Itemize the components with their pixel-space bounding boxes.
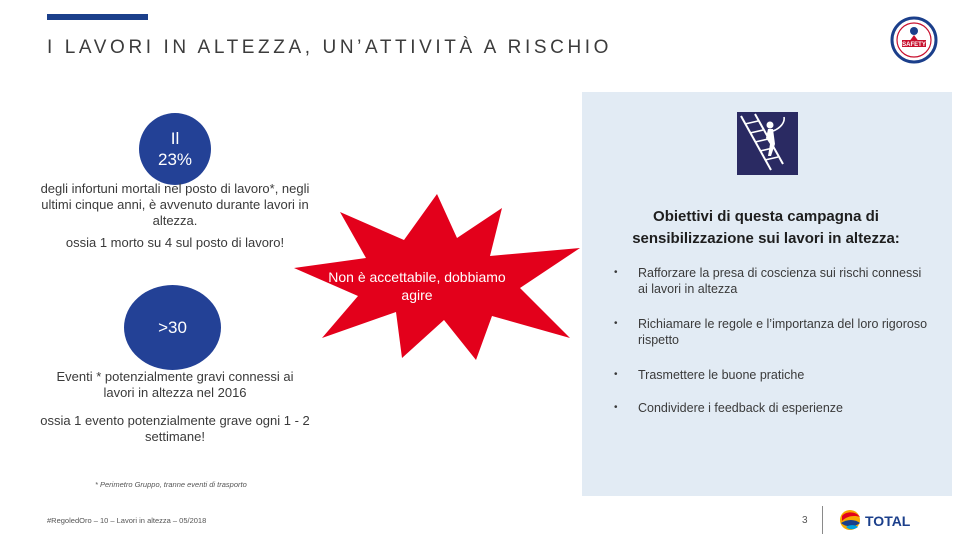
objective-text: Richiamare le regole e l’importanza del loro rigoroso rispetto: [638, 317, 928, 347]
footer-divider: [822, 506, 823, 534]
bullet-icon: •: [614, 267, 618, 278]
footnote: * Perimetro Gruppo, tranne eventi di trasporto: [95, 480, 247, 489]
objective-text: Rafforzare la presa di coscienza sui rischi connessi ai lavori in altezza: [638, 266, 922, 296]
stat1-line1: Il: [170, 129, 180, 148]
brand-text: TOTAL: [865, 513, 911, 529]
callout-text: Non è accettabile, dobbiamo agire: [328, 269, 506, 303]
bullet-icon: •: [614, 369, 618, 380]
stat1-value: 23%: [157, 150, 193, 169]
objective-item: [614, 316, 934, 348]
logo-text: SAFETY: [902, 42, 926, 48]
bullet-icon: •: [614, 318, 618, 329]
stat2-description: Eventi * potenzialmente gravi connessi ai lavori in altezza nel 2016: [56, 369, 294, 400]
stat1-sub: ossia 1 morto su 4 sul posto di lavoro!: [65, 235, 285, 250]
ladder-worker-icon: [737, 112, 798, 175]
stat1-description: degli infortuni mortali nel posto di lavoro*, negli ultimi cinque anni, è avvenuto durante lavori in altezza.: [40, 181, 310, 228]
stat1-circle: [139, 113, 211, 185]
bullet-icon: •: [614, 402, 618, 413]
safety-logo-icon: [890, 16, 938, 64]
stat2-sub: ossia 1 evento potenzialmente grave ogni 1 - 2 settimane!: [40, 413, 310, 444]
objective-text: Condividere i feedback di esperienze: [638, 401, 843, 415]
page-number: 3: [802, 515, 808, 526]
title-accent-bar: [47, 14, 148, 20]
objective-item: [614, 367, 934, 383]
footer-campaign-text: #RegoledOro – 10 – Lavori in altezza – 05/2018: [47, 516, 207, 525]
page-title: I LAVORI IN ALTEZZA, UN’ATTIVITÀ A RISCHIO: [47, 37, 613, 58]
stat2-value: >30: [158, 318, 187, 337]
objective-item: [614, 400, 934, 416]
stat2-circle: [124, 285, 221, 370]
objectives-title: Obiettivi di questa campagna di sensibilizzazione sui lavori in altezza:: [632, 208, 900, 247]
objective-item: [614, 265, 934, 297]
objective-text: Trasmettere le buone pratiche: [638, 368, 805, 382]
total-logo-icon: [838, 507, 928, 533]
